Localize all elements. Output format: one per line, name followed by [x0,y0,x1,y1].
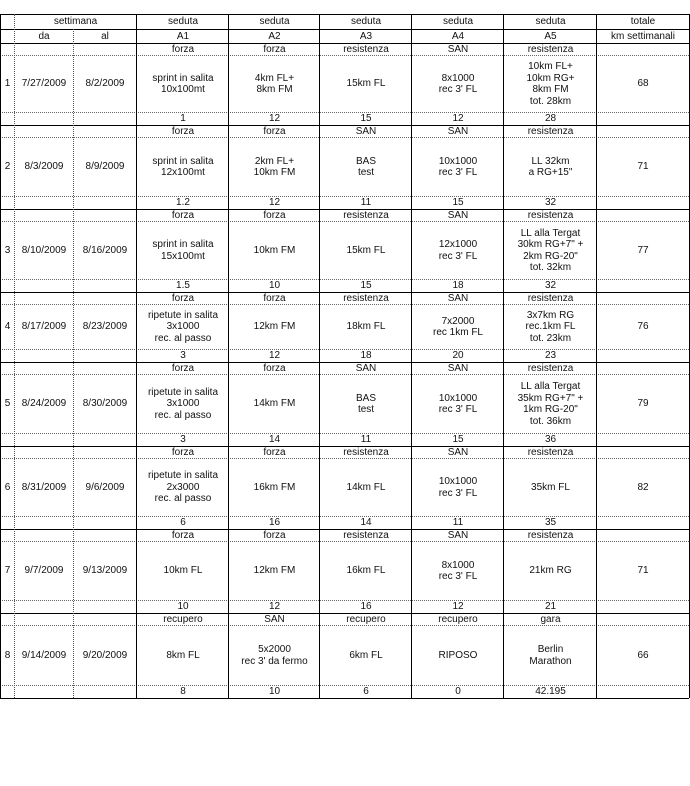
week-total-km: 71 [637,161,649,172]
week-start-date: 8/3/2009 [24,161,64,172]
header-session-code-4: A4 [451,31,465,42]
week-number: 8 [4,649,11,661]
session-type: forza [263,363,286,374]
session-description: sprint in salita 10x100mt [152,72,214,95]
session-type: forza [171,530,195,541]
session-km: 1.5 [176,279,190,291]
session-type: resistenza [527,530,574,541]
session-type: resistenza [343,44,389,55]
session-description: 14km FM [253,398,296,410]
header-da: da [38,31,50,42]
session-description: 6km FL [349,649,383,661]
session-type: resistenza [343,530,389,541]
week-total-km: 68 [637,78,649,89]
session-km: 3 [180,349,186,361]
week-end-date: 9/20/2009 [82,649,128,661]
grid-column-line [411,14,412,698]
week-end-date: 8/16/2009 [82,244,128,256]
header-totale: totale [630,16,656,27]
session-km: 23 [544,349,557,361]
session-type: resistenza [527,210,574,221]
week-start-date: 8/24/2009 [21,398,67,409]
grid-line [0,529,689,530]
header-seduta-2: seduta [259,16,290,27]
session-description: 2km FL+ 10km FM [253,155,296,178]
week-end-date: 8/23/2009 [82,321,128,332]
grid-line [0,125,689,126]
header-session-code-3: A3 [359,31,373,42]
grid-column-line [136,14,137,698]
session-type: forza [171,363,195,374]
week-total-km: 71 [637,565,649,576]
row-divider [0,349,689,350]
session-type: forza [263,293,286,304]
session-km: 6 [180,516,186,528]
row-divider [0,55,689,56]
session-km: 35 [544,516,557,528]
grid-line [0,698,689,699]
header-seduta-5: seduta [535,16,566,27]
session-km: 10 [268,279,281,291]
session-description: sprint in salita 12x100mt [152,155,214,178]
session-km: 10 [177,600,189,612]
row-divider [0,279,689,280]
week-start-date: 9/7/2009 [24,565,64,576]
session-km: 1 [180,112,186,124]
session-description: 10x1000 rec 3' FL [438,155,478,178]
session-type: forza [263,44,286,55]
grid-line [0,292,689,293]
session-km: 12 [268,196,281,208]
session-type: SAN [447,447,469,458]
session-description: 16km FL [346,565,386,577]
session-type: forza [171,126,195,137]
session-description: 10x1000 rec 3' FL [438,476,478,499]
grid-line [0,362,689,363]
session-type: SAN [447,44,469,55]
session-km: 12 [452,112,464,124]
grid-line [0,14,689,15]
grid-column-line [503,14,504,698]
header-seduta-3: seduta [350,16,382,27]
grid-column-line [14,14,15,698]
session-description: 5x2000 rec 3' da fermo [241,644,308,667]
row-divider [0,541,689,542]
session-km: 20 [452,349,464,361]
grid-column-line [0,14,1,698]
week-start-date: 8/17/2009 [21,321,67,332]
week-start-date: 7/27/2009 [21,78,67,89]
week-end-date: 8/2/2009 [85,78,125,89]
week-end-date: 8/30/2009 [82,398,128,409]
session-description: 12km FM [253,565,296,577]
session-type: recupero [438,614,478,625]
session-type: resistenza [527,447,574,458]
session-description: 21km RG [529,565,572,577]
session-description: 3x7km RG rec.1km FL tot. 23km [525,309,576,344]
session-km: 15 [452,196,464,208]
week-total-km: 79 [637,398,649,409]
session-type: resistenza [527,363,574,374]
row-divider [0,600,689,601]
session-description: 15km FL [346,244,386,256]
week-number: 7 [4,565,11,576]
session-description: RIPOSO [438,649,478,661]
session-description: 8km FL [166,649,200,661]
row-divider [0,221,689,222]
session-description: 7x2000 rec 1km FL [432,315,483,338]
session-description: 8x1000 rec 3' FL [438,72,478,95]
session-description: 18km FL [346,321,386,333]
session-km: 42.195 [535,685,566,697]
week-number: 6 [4,481,11,493]
session-type: recupero [163,614,203,625]
session-description: 12x1000 rec 3' FL [438,239,478,262]
session-km: 14 [360,516,372,528]
session-km: 12 [268,112,281,124]
grid-line [0,43,689,44]
week-start-date: 8/10/2009 [21,244,67,256]
session-km: 15 [452,433,464,445]
session-description: Berlin Marathon [529,644,572,667]
session-description: LL 32km a RG+15" [528,155,573,178]
week-number: 4 [4,321,11,332]
session-type: SAN [447,293,469,304]
week-number: 1 [4,78,11,89]
week-total-km: 82 [637,481,649,493]
header-al: al [101,31,109,42]
week-number: 2 [4,161,11,172]
grid-line [0,209,689,210]
row-divider [0,625,689,626]
session-type: forza [263,210,286,221]
header-settimana: settimana [53,16,98,27]
row-divider [0,196,689,197]
session-type: recupero [346,614,386,625]
session-type: forza [171,293,195,304]
session-km: 16 [268,516,281,528]
session-type: forza [263,447,286,458]
session-type: forza [171,44,195,55]
session-km: 12 [268,600,281,612]
grid-column-line [319,14,320,698]
row-divider [0,685,689,686]
session-km: 3 [180,433,186,445]
week-number: 3 [4,244,11,256]
session-type: SAN [264,614,285,625]
session-km: 11 [360,433,372,445]
grid-line [0,29,689,30]
session-type: resistenza [527,44,574,55]
grid-line [0,613,689,614]
session-km: 10 [268,685,281,697]
session-description: 4km FL+ 8km FM [254,72,295,95]
row-divider [0,433,689,434]
session-type: resistenza [343,293,389,304]
session-description: BAS test [355,155,376,178]
row-divider [0,137,689,138]
grid-column-line [73,29,74,698]
session-type: forza [171,210,195,221]
header-session-code-2: A2 [268,31,281,42]
session-description: LL alla Tergat 30km RG+7" + 2km RG-20" tot. 32km [517,227,584,273]
week-end-date: 8/9/2009 [85,161,125,172]
grid-column-line [228,14,229,698]
session-km: 28 [544,112,557,124]
session-km: 11 [360,196,372,208]
session-description: sprint in salita 15x100mt [152,239,214,262]
session-km: 12 [268,349,281,361]
grid-line [0,446,689,447]
session-type: resistenza [527,293,574,304]
session-type: resistenza [343,210,389,221]
session-km: 21 [544,600,557,612]
session-type: SAN [447,530,469,541]
session-type: SAN [447,126,469,137]
session-type: resistenza [343,447,389,458]
week-start-date: 9/14/2009 [21,649,67,661]
header-session-code-1: A1 [176,31,190,42]
header-km-settimanali: km settimanali [611,31,675,42]
week-total-km: 66 [637,649,649,661]
session-description: 10km FL+ 10km RG+ 8km FM tot. 28km [526,61,575,107]
session-description: 14km FL [346,481,386,493]
session-km: 16 [360,600,372,612]
row-divider [0,304,689,305]
session-type: forza [263,126,286,137]
row-divider [0,458,689,459]
session-description: 10km FM [253,244,296,256]
week-end-date: 9/6/2009 [85,481,125,493]
session-type: forza [263,530,286,541]
session-km: 11 [452,516,464,528]
session-km: 12 [452,600,464,612]
session-description: BAS test [355,392,376,415]
week-total-km: 77 [637,244,649,256]
session-description: ripetute in salita 3x1000 rec. al passo [147,386,219,421]
week-end-date: 9/13/2009 [82,565,128,576]
header-session-code-5: A5 [544,31,557,42]
session-description: LL alla Tergat 35km RG+7" + 1km RG-20" tot. 36km [517,381,584,427]
session-km: 15 [360,112,372,124]
session-km: 0 [455,685,461,697]
session-type: SAN [355,126,377,137]
header-seduta-4: seduta [442,16,474,27]
session-km: 14 [268,433,281,445]
session-type: SAN [447,363,469,374]
session-type: SAN [447,210,469,221]
grid-column-line [596,14,597,698]
session-km: 32 [544,279,557,291]
row-divider [0,516,689,517]
header-seduta-1: seduta [167,16,199,27]
session-description: ripetute in salita 3x1000 rec. al passo [147,309,219,344]
session-km: 15 [360,279,372,291]
session-km: 18 [452,279,464,291]
session-km: 8 [180,685,186,697]
week-start-date: 8/31/2009 [21,481,67,493]
session-description: 10x1000 rec 3' FL [438,392,478,415]
session-km: 18 [360,349,372,361]
session-km: 1.2 [176,196,190,208]
week-total-km: 76 [637,321,649,332]
session-type: resistenza [527,126,574,137]
session-description: 12km FM [253,321,296,333]
session-type: forza [171,447,195,458]
session-description: 10km FL [163,565,203,577]
session-km: 32 [544,196,557,208]
row-divider [0,374,689,375]
week-number: 5 [4,398,11,409]
row-divider [0,112,689,113]
session-description: 8x1000 rec 3' FL [438,559,478,582]
session-type: SAN [355,363,377,374]
session-km: 36 [544,433,557,445]
session-description: 16km FM [253,481,296,493]
session-type: gara [540,614,561,625]
session-description: ripetute in salita 2x3000 rec. al passo [147,470,219,505]
session-description: 15km FL [346,78,386,90]
session-description: 35km FL [531,481,570,493]
session-km: 6 [363,685,369,697]
